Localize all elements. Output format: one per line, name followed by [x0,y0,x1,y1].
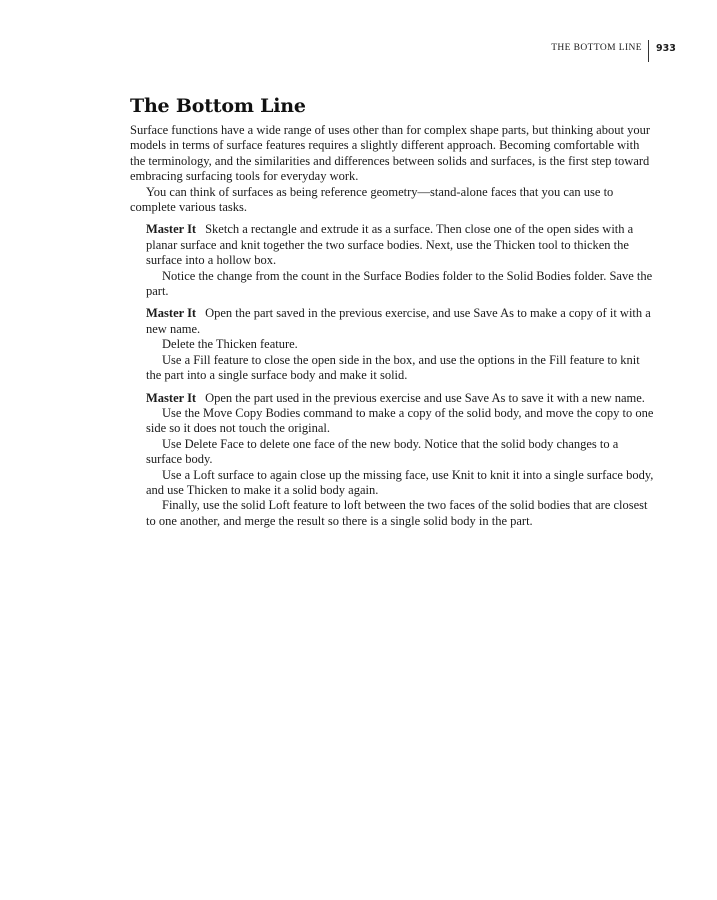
body-paragraph: You can think of surfaces as being reference geometry—stand-alone faces that you can use to complete various tasks. [130,184,614,215]
running-head [551,40,676,62]
running-title: THE BOTTOM LINE [551,43,642,53]
exercise-label: Master It [146,222,197,237]
exercise-paragraph: Use the Move Copy Bodies command to make a copy of the solid body, and move the copy to one side so it does not touch the original. [146,405,654,436]
page-number: 933 [656,43,676,54]
exercise-paragraph: Finally, use the solid Loft feature to loft between the two faces of the solid bodies that are closest to one another, and merge the result so there is a single solid body in the part. [146,498,648,528]
exercise-lead-text: Open the part saved in the previous exercise, and use Save As to make a copy of it with a new name. [146,306,651,336]
exercise-paragraph: Use a Loft surface to again close up the missing face, use Knit to knit it into a single surface body, and use Thicken to make it a solid body again. [146,467,654,497]
exercise-paragraph: Use a Fill feature to close the open side in the box, and use the options in the Fill feature to knit the part into a single surface body and make it solid. [146,352,640,383]
exercise-paragraph: Delete the Thicken feature. [162,337,298,352]
page-content [130,94,655,529]
section-title: The Bottom Line [130,95,306,117]
exercise-2 [146,306,655,383]
exercise-lead [146,391,655,406]
exercise-lead [146,306,655,337]
exercise-paragraph: Use Delete Face to delete one face of the new body. Notice that the solid body changes to a surface body. [146,436,619,467]
exercise-1 [146,222,655,299]
exercise-lead [146,222,655,268]
header-divider [648,40,649,62]
body-paragraph: Surface functions have a wide range of uses other than for complex shape parts, but thinking about your models in terms of surface features requires a slightly different approach. Becoming comfortable with the terminology, and the similarities and differences between solids and surfaces, is the first step toward embracing surfacing tools for everyday work. [130,123,650,184]
exercise-lead-text: Open the part used in the previous exercise and use Save As to save it with a new name. [205,390,645,405]
exercise-label: Master It [146,390,197,405]
exercise-lead-text: Sketch a rectangle and extrude it as a surface. Then close one of the open sides with a planar surface and knit together the two surface bodies. Next, use the Thicken tool to thicken the surface into a hollow box. [146,222,634,268]
exercise-label: Master It [146,306,197,321]
exercise-paragraph: Notice the change from the count in the Surface Bodies folder to the Solid Bodies folder. Save the part. [146,268,653,299]
exercise-3 [146,391,655,530]
